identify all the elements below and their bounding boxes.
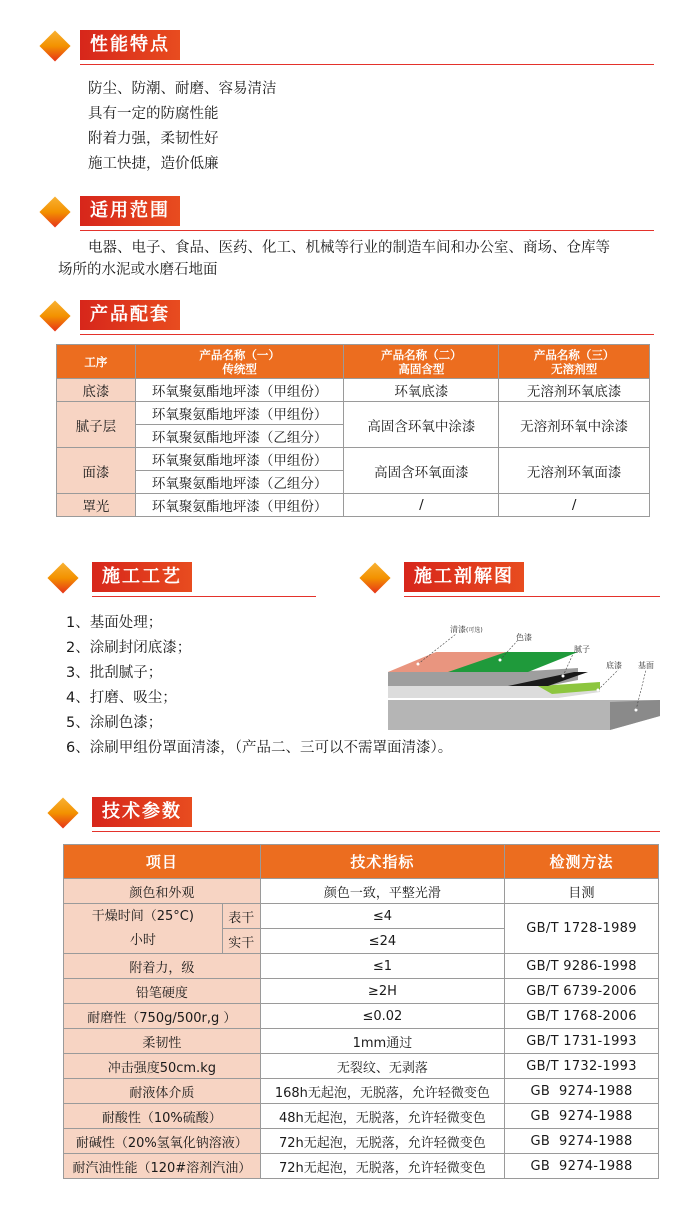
section-title: 适用范围: [80, 196, 180, 226]
table-row: [57, 379, 650, 402]
table-cell: 环氧聚氨酯地坪漆（甲组份）: [135, 494, 344, 517]
section-title: 施工剖解图: [404, 562, 524, 592]
step-cell: 底漆: [57, 379, 136, 402]
scope-text-line1: 电器、电子、食品、医药、化工、机械等行业的制造车间和办公室、商场、仓库等: [88, 240, 610, 256]
label-color: 色漆: [516, 633, 532, 642]
table-cell: 无溶剂环氧底漆: [499, 379, 650, 402]
divider: [80, 334, 654, 335]
list-item: 6、涂刷甲组份罩面清漆，（产品二、三可以不需罩面清漆）。: [66, 740, 453, 756]
divider: [92, 596, 316, 597]
table-cell: 环氧底漆: [344, 379, 499, 402]
table-cell: /: [499, 494, 650, 517]
item-cell: 耐碱性（20%氢氧化钠溶液）: [64, 1129, 261, 1154]
section-title: 技术参数: [92, 797, 192, 827]
step-cell: 罩光: [57, 494, 136, 517]
scope-text-line2: 场所的水泥或水磨石地面: [58, 262, 218, 278]
table-row: [64, 1129, 659, 1154]
section-header-features: [44, 30, 654, 64]
table-header-row: [57, 345, 650, 379]
divider: [80, 230, 654, 231]
list-item: 4、打磨、吸尘；: [66, 690, 177, 706]
leader-line: [598, 670, 618, 690]
item-cell: 颜色和外观: [64, 879, 261, 904]
sub-item-cell: 实干: [222, 929, 260, 954]
layer-diagram: [388, 620, 660, 740]
leader-dot: [562, 675, 565, 678]
table-row: [64, 879, 659, 904]
section-title: 施工工艺: [92, 562, 192, 592]
table-row: [64, 1004, 659, 1029]
item-cell: 耐液体介质: [64, 1079, 261, 1104]
section-title: 产品配套: [80, 300, 180, 330]
section-header-diagram: [364, 562, 660, 596]
features-list: [88, 77, 277, 177]
table-row: [64, 954, 659, 979]
section-header-scope: [44, 196, 654, 230]
divider: [404, 596, 660, 597]
section-header-tech: [52, 797, 660, 831]
method-cell: GB 9274-1988: [505, 1129, 659, 1154]
item-cell: 柔韧性: [64, 1029, 261, 1054]
list-item: 3、批刮腻子；: [66, 665, 163, 681]
column-header: 项目: [64, 845, 261, 879]
table-row: [64, 1154, 659, 1179]
table-row: [64, 1104, 659, 1129]
base-layer-face: [610, 700, 660, 730]
spec-cell: ≤4: [260, 904, 504, 929]
column-header: 产品名称（一） 传统型: [135, 345, 344, 379]
table-cell: 环氧聚氨酯地坪漆（甲组份）: [135, 448, 344, 471]
table-header-row: [64, 845, 659, 879]
table-row: [64, 979, 659, 1004]
diamond-icon: [47, 562, 78, 593]
table-row: [57, 448, 650, 471]
step-cell: 面漆: [57, 448, 136, 494]
column-header: 工序: [57, 345, 136, 379]
label-putty: 腻子: [574, 645, 590, 654]
item-cell: 耐酸性（10%硫酸）: [64, 1104, 261, 1129]
section-header-process: [52, 562, 316, 596]
spec-cell: 168h无起泡，无脱落，允许轻微变色: [260, 1079, 504, 1104]
spec-cell: 72h无起泡，无脱落，允许轻微变色: [260, 1154, 504, 1179]
table-cell: 环氧聚氨酯地坪漆（乙组分）: [135, 425, 344, 448]
leader-dot: [417, 663, 420, 666]
tech-table: [63, 844, 659, 1179]
item-cell: 冲击强度50cm.kg: [64, 1054, 261, 1079]
item-cell: 耐汽油性能（120#溶剂汽油）: [64, 1154, 261, 1179]
diamond-icon: [39, 30, 70, 61]
item-cell: 附着力，级: [64, 954, 261, 979]
spec-cell: 72h无起泡，无脱落，允许轻微变色: [260, 1129, 504, 1154]
label-base: 基面: [638, 661, 654, 670]
table-row: [64, 1054, 659, 1079]
table-cell: 无溶剂环氧面漆: [499, 448, 650, 494]
method-cell: GB/T 9286-1998: [505, 954, 659, 979]
spec-cell: 无裂纹、无剥落: [260, 1054, 504, 1079]
table-cell: /: [344, 494, 499, 517]
section-title: 性能特点: [80, 30, 180, 60]
item-cell: 干燥时间（25°C) 小时: [64, 904, 223, 954]
method-cell: GB/T 1732-1993: [505, 1054, 659, 1079]
table-cell: 高固含环氧中涂漆: [344, 402, 499, 448]
method-cell: GB/T 6739-2006: [505, 979, 659, 1004]
spec-cell: 48h无起泡，无脱落，允许轻微变色: [260, 1104, 504, 1129]
product-table: [56, 344, 650, 517]
divider: [92, 831, 660, 832]
leader-dot: [499, 659, 502, 662]
diamond-icon: [47, 797, 78, 828]
divider: [80, 64, 654, 65]
diamond-icon: [39, 196, 70, 227]
spec-cell: ≥2H: [260, 979, 504, 1004]
table-row: [64, 1079, 659, 1104]
table-cell: 高固含环氧面漆: [344, 448, 499, 494]
method-cell: GB/T 1728-1989: [505, 904, 659, 954]
label-primer: 底漆: [606, 661, 622, 670]
spec-cell: 1mm通过: [260, 1029, 504, 1054]
column-header: 产品名称（二） 高固含型: [344, 345, 499, 379]
list-item: 5、涂刷色漆；: [66, 715, 163, 731]
spec-cell: ≤1: [260, 954, 504, 979]
spec-cell: 颜色一致，平整光滑: [260, 879, 504, 904]
list-item: 施工快捷，造价低廉: [88, 156, 219, 172]
diamond-icon: [39, 300, 70, 331]
diamond-icon: [359, 562, 390, 593]
table-cell: 环氧聚氨酯地坪漆（乙组分）: [135, 471, 344, 494]
method-cell: GB 9274-1988: [505, 1154, 659, 1179]
method-cell: GB/T 1731-1993: [505, 1029, 659, 1054]
column-header: 技术指标: [260, 845, 504, 879]
spec-cell: ≤0.02: [260, 1004, 504, 1029]
table-row: [57, 494, 650, 517]
column-header: 产品名称（三） 无溶剂型: [499, 345, 650, 379]
table-row: [64, 904, 659, 929]
column-header: 检测方法: [505, 845, 659, 879]
label-clear: 清漆(可选): [450, 625, 483, 634]
item-cell: 铅笔硬度: [64, 979, 261, 1004]
table-cell: 环氧聚氨酯地坪漆（甲组份）: [135, 402, 344, 425]
method-cell: 目测: [505, 879, 659, 904]
list-item: 2、涂刷封闭底漆；: [66, 640, 192, 656]
table-row: [64, 1029, 659, 1054]
list-item: 具有一定的防腐性能: [88, 106, 219, 122]
leader-dot: [635, 709, 638, 712]
list-item: 防尘、防潮、耐磨、容易清洁: [88, 81, 277, 97]
spec-cell: ≤24: [260, 929, 504, 954]
list-item: 1、基面处理；: [66, 615, 163, 631]
item-cell: 耐磨性（750g/500r,g ）: [64, 1004, 261, 1029]
table-cell: 环氧聚氨酯地坪漆（甲组份）: [135, 379, 344, 402]
method-cell: GB 9274-1988: [505, 1079, 659, 1104]
step-cell: 腻子层: [57, 402, 136, 448]
sub-item-cell: 表干: [222, 904, 260, 929]
section-header-products: [44, 300, 654, 334]
method-cell: GB/T 1768-2006: [505, 1004, 659, 1029]
method-cell: GB 9274-1988: [505, 1104, 659, 1129]
leader-dot: [597, 689, 600, 692]
table-cell: 无溶剂环氧中涂漆: [499, 402, 650, 448]
list-item: 附着力强，柔韧性好: [88, 131, 219, 147]
table-row: [57, 402, 650, 425]
